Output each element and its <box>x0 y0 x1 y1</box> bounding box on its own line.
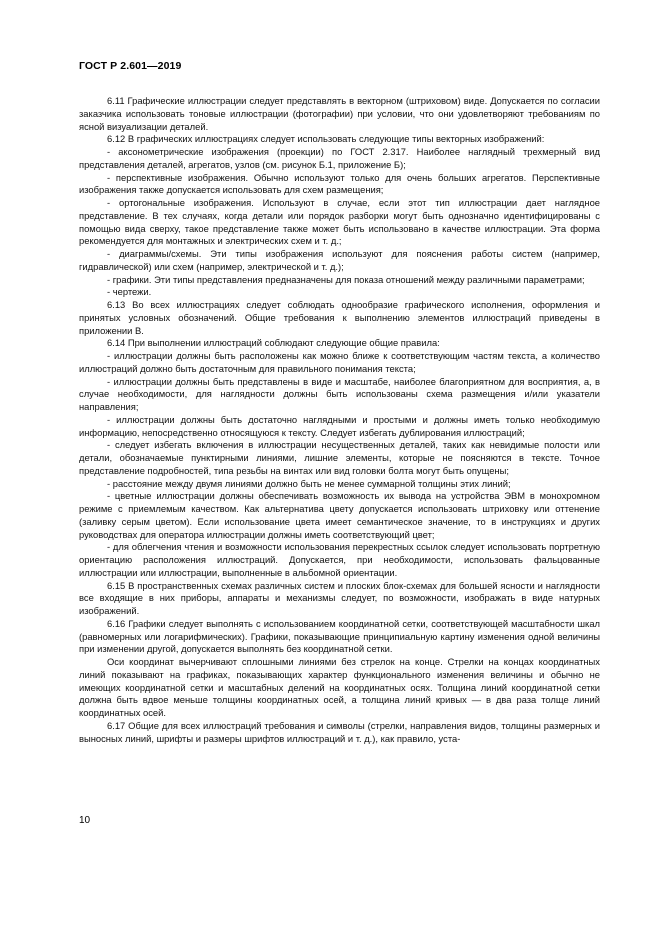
list-item: - графики. Эти типы представления предназначены для показа отношений между различными параметрами; <box>107 273 585 285</box>
list-item: - расстояние между двумя линиями должно быть не менее суммарной толщины этих линий; <box>107 477 511 489</box>
list-item: - ортогональные изображения. Используют в случае, если этот тип иллюстрации дает наглядное представление. В тех случаях, когда детали или порядок разборки могут быть однозначно идентифицированы с помощью вида сверху, такое представление также может быть использовано в качестве иллюстрации. Эта форма рекомендуется для монтажных и электрических схем и т. д.; <box>79 197 600 247</box>
list-item: - диаграммы/схемы. Эти типы изображения используют для пояснения работы систем (например, гидравлической) или схем (например, электрической и т. д.); <box>79 248 600 272</box>
list-item: - перспективные изображения. Обычно используют только для очень больших агрегатов. Перспективные изображения также допускается использовать для схем размещения; <box>79 171 600 196</box>
standard-header: ГОСТ Р 2.601—2019 <box>79 60 182 72</box>
list-item: - для облегчения чтения и возможности использования перекрестных ссылок следует использовать портретную ориентацию расположения иллюстраций. Допускается, при необходимости, использовать фальцованные иллюстрации или иллюстрации, выполненные в альбомной ориентации. <box>79 541 600 578</box>
list-item: - цветные иллюстрации должны обеспечивать возможность их вывода на устройства ЭВМ в монохромном режиме с приемлемым качеством. Как альтернатива цвету допускается использовать штриховку или оттенение (заливку серым цветом). Если использование цвета имеет семантическое значение, то в инструкциях и других руководствах для оператора иллюстрации должны иметь соответствующий цвет; <box>79 490 600 540</box>
paragraph: 6.11 Графические иллюстрации следует представлять в векторном (штриховом) виде. Допускается по согласии заказчика использовать тоновые иллюстрации (фотографии) при условии, что они удовлетворяют требованиям по ясной визуализации деталей. <box>79 95 600 132</box>
list-item: - следует избегать включения в иллюстрации несущественных деталей, таких как невидимые полости или детали, обозначаемые пунктирными линиями, лишние элементы, которые не поясняются в тексте. Точное представление подробностей, типа резьбы на винтах или вид головки болта могут быть опущены; <box>79 439 600 476</box>
paragraph: Оси координат вычерчивают сплошными линиями без стрелок на конце. Стрелки на концах координатных линий показывают на графиках, показывающих характер функционального изменения величины и обычно не имеющих координатной сетки и масштабных делений на координатных осях. Толщина линий координатной сетки должна быть вдвое меньше толщины координатных осей, а толщина линий кривых — в два раза толще линий координатных осей. <box>79 656 600 718</box>
list-item: - аксонометрические изображения (проекции) по ГОСТ 2.317. Наиболее наглядный трехмерный вид представления деталей, агрегатов, узлов (см. рисунок Б.1, приложение Б); <box>79 146 600 170</box>
list-item: - чертежи. <box>107 286 152 298</box>
list-item: - иллюстрации должны быть расположены как можно ближе к соответствующим частям текста, а количество иллюстраций должно быть достаточным для правильного понимания текста; <box>79 350 600 374</box>
paragraph: 6.12 В графических иллюстрациях следует использовать следующие типы векторных изображений: <box>107 133 545 145</box>
page-number: 10 <box>79 815 91 826</box>
paragraph: 6.14 При выполнении иллюстраций соблюдают следующие общие правила: <box>107 337 440 349</box>
paragraph: 6.17 Общие для всех иллюстраций требования и символы (стрелки, направления видов, толщины размерных и выносных линий, шрифты и размеры шрифтов иллюстраций и т. д.), как правило, уста- <box>79 719 600 744</box>
document-body <box>79 95 600 745</box>
paragraph: 6.16 Графики следует выполнять с использованием координатной сетки, соответствующей масштабности шкал (равномерных или логарифмических). Графики, показывающие принципиальную картину изменения одной величины при изменении другой, допускается выполнять без координатной сетки. <box>79 617 600 655</box>
list-item: - иллюстрации должны быть достаточно наглядными и простыми и должны иметь только необходимую информацию, непосредственно относящуюся к тексту. Следует избегать дублирования иллюстраций; <box>79 413 600 438</box>
paragraph: 6.13 Во всех иллюстрациях следует соблюдать однообразие графического исполнения, оформления и принятых условных обозначений. Общие требования к выполнению элементов иллюстраций приведены в приложении В. <box>79 299 600 336</box>
list-item: - иллюстрации должны быть представлены в виде и масштабе, наиболее благоприятном для восприятия, а, в случае необходимости, для наглядности должны быть использованы схема размещения и/или указатели направления; <box>79 375 600 412</box>
paragraph: 6.15 В пространственных схемах различных систем и плоских блок-схемах для большей ясности и наглядности все входящие в них приборы, аппараты и механизмы следует, по возможности, изображать в виде натурных изображений. <box>79 579 600 616</box>
